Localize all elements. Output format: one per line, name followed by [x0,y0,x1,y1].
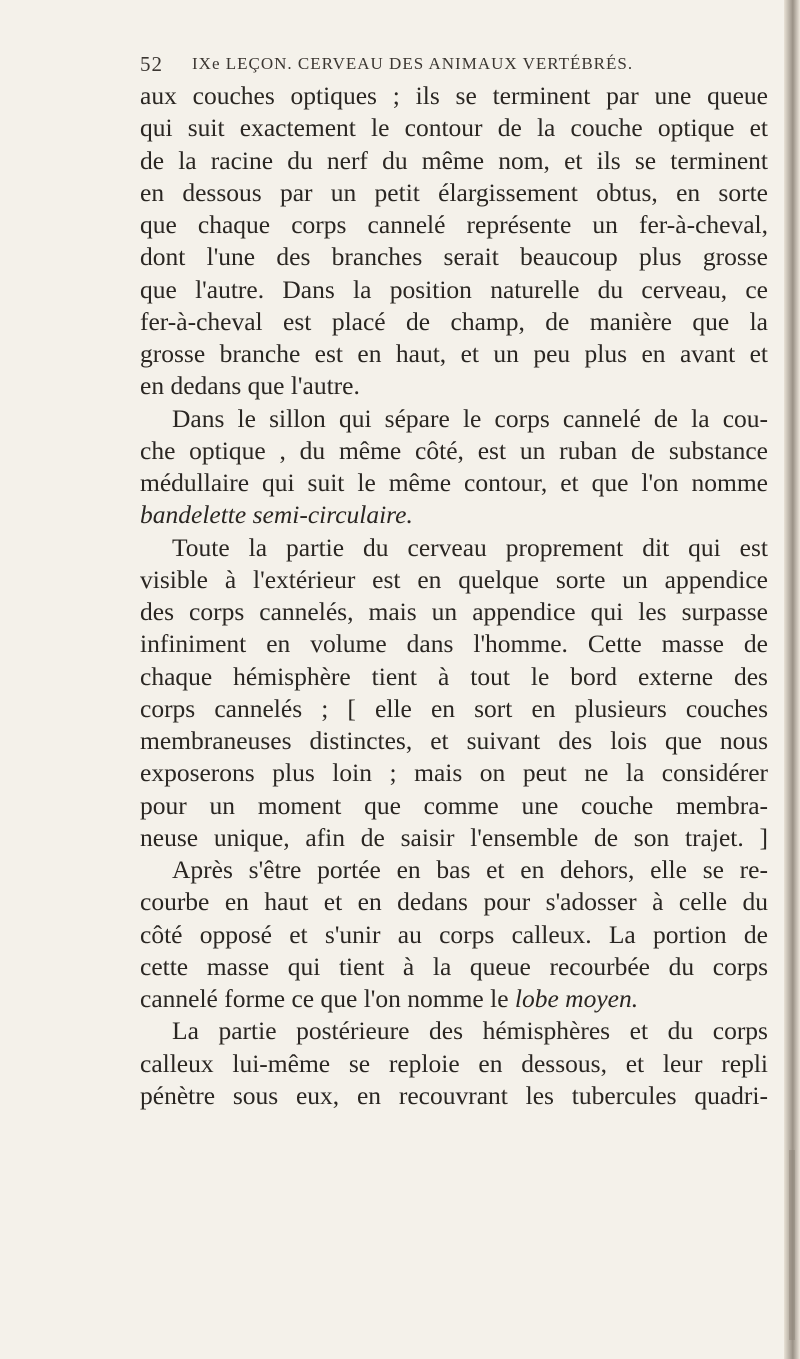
text-line: côté opposé et s'unir au corps calleux. La portion de [140,919,768,949]
page-edge-shadow [789,1150,795,1340]
text-line: La partie postérieure des hémisphères et du corps [172,1016,768,1046]
text-line: que chaque corps cannelé représente un fer-à-cheval, [140,210,768,239]
text-line: que l'autre. Dans la position naturelle du cerveau, ce [140,274,768,304]
page-header [140,52,760,82]
italic-term: lobe moyen. [514,984,639,1013]
text-line: pour un moment que comme une couche membra- [140,790,768,820]
text-line: en dedans que l'autre. [140,371,360,401]
text-line: Dans le sillon qui sépare le corps cannelé de la cou- [172,403,768,433]
running-title: IXe LEÇON. CERVEAU DES ANIMAUX VERTÉBRÉS. [192,54,634,73]
text-line: pénètre sous eux, en recouvrant les tubercules quadri- [140,1080,768,1110]
text-line: dont l'une des branches serait beaucoup plus grosse [140,242,768,272]
page-number: 52 [140,52,163,76]
text-line: qui suit exactement le contour de la couche optique et [140,113,768,143]
text-line: membraneuses distinctes, et suivant des lois que nous [140,726,768,755]
text-line: infiniment en volume dans l'homme. Cette masse de [140,629,768,659]
text-line: cette masse qui tient à la queue recourbée du corps [140,951,768,981]
text-line: médullaire qui suit le même contour, et que l'on nomme [140,468,768,497]
text-line: neuse unique, afin de saisir l'ensemble de son trajet. ] [140,822,768,852]
text-line: che optique , du même côté, est un ruban de substance [140,435,768,465]
text-run: cannelé forme ce que l'on nomme le [140,984,515,1013]
text-line: fer-à-cheval est placé de champ, de manière que la [140,306,768,336]
text-line: chaque hémisphère tient à tout le bord externe des [140,661,768,691]
body-text [140,80,768,1112]
text-line: visible à l'extérieur est en quelque sorte un appendice [140,564,768,594]
text-line: en dessous par un petit élargissement obtus, en sorte [140,177,768,207]
text-line: courbe en haut et en dedans pour s'adosser à celle du [140,887,768,917]
italic-term: bandelette semi-circulaire. [140,500,413,530]
text-line: calleux lui-même se reploie en dessous, et leur repli [140,1048,768,1078]
text-line-mixed [140,983,768,1015]
text-line: exposerons plus loin ; mais on peut ne la considérer [140,758,768,788]
text-line: grosse branche est en haut, et un peu plus en avant et [140,339,768,368]
text-line: Toute la partie du cerveau proprement dit qui est [172,532,768,562]
text-line: Après s'être portée en bas et en dehors, elle se re- [172,855,768,884]
text-line: aux couches optiques ; ils se terminent par une queue [140,81,768,110]
text-line: corps cannelés ; [ elle en sort en plusieurs couches [140,693,768,723]
text-line: des corps cannelés, mais un appendice qui les surpasse [140,597,768,626]
text-line: de la racine du nerf du même nom, et ils se terminent [140,145,768,175]
